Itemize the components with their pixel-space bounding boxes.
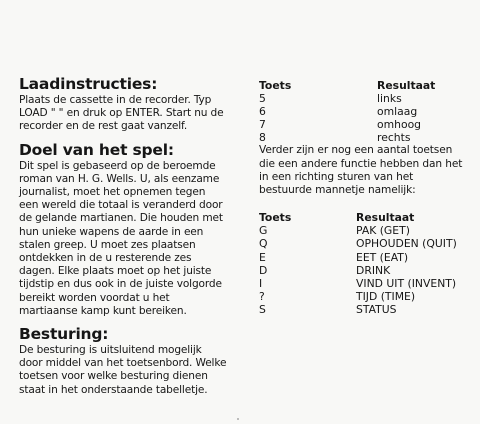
result-cell: STATUS [356,302,397,316]
function-key-table [259,211,469,316]
key-cell: ? [259,289,265,303]
table-row [259,277,469,290]
key-cell: Q [259,237,268,251]
column-header-key: Toets [259,79,292,92]
key-cell: 6 [259,105,266,119]
result-cell: EET (EAT) [356,250,409,264]
result-cell: rechts [377,131,411,145]
key-cell: 5 [259,92,266,106]
table-header [259,211,469,224]
column-header-key: Toets [259,211,292,225]
table-row [259,264,469,277]
table-row [259,92,469,105]
result-cell: TIJD (TIME) [356,289,416,303]
loading-instructions-text: Plaats de cassette in de recorder. Typ LOAD " " en druk op ENTER. Start nu de recorder en de rest gaat vanzelf. [19,94,224,133]
section-title-loading: Laadinstructies: [19,75,158,93]
table-row [259,290,469,303]
result-cell: omlaag [377,105,418,119]
table-row [259,105,469,118]
key-cell: E [259,250,266,264]
key-cell: 8 [259,131,266,145]
game-goal-text: Dit spel is gebaseerd op de beroemde roman van H. G. Wells. U, als eenzame journalist, moet het opnemen tegen een wereld die totaal is veranderd door de gelande martianen. Die houden met hun unieke wapens de aarde in een stalen greep. U moet zes plaatsen ontdekken in de u resterende zes dagen. Elke plaats moet op het juiste tijdstip en dus ook in de juiste volgorde bereikt worden voordat u het martiaanse kamp kunt bereiken. [19,159,223,317]
key-cell: D [259,263,268,277]
table-row [259,131,469,144]
column-header-result: Resultaat [356,211,415,225]
table-row [259,118,469,131]
result-cell: links [377,92,402,106]
result-cell: omhoog [377,118,422,132]
right-column [259,79,469,316]
left-column [19,76,227,397]
key-cell: I [259,276,263,290]
result-cell: OPHOUDEN (QUIT) [356,237,457,251]
table-row [259,224,469,237]
result-cell: DRINK [356,263,391,277]
direction-key-table [259,79,469,144]
table-row [259,251,469,264]
section-title-goal: Doel van het spel: [19,140,174,159]
controls-text: De besturing is uitsluitend mogelijk door middel van het toetsenbord. Welke toetsen voor welke besturing dienen staat in het onderstaande tabelletje. [19,344,227,396]
table-row [259,303,469,316]
key-cell: 7 [259,118,266,132]
extra-keys-note: Verder zijn er nog een aantal toetsen die een andere functie hebben dan het in een richting sturen van het bestuurde mannetje namelijk: [259,144,463,197]
table-row [259,237,469,250]
key-cell: G [259,224,268,238]
column-header-result: Resultaat [377,79,436,92]
section-title-controls: Besturing: [19,325,109,344]
result-cell: PAK (GET) [356,224,410,238]
result-cell: VIND UIT (INVENT) [356,276,457,290]
key-cell: S [259,302,266,316]
table-header [259,79,469,92]
page-speck [237,418,239,420]
